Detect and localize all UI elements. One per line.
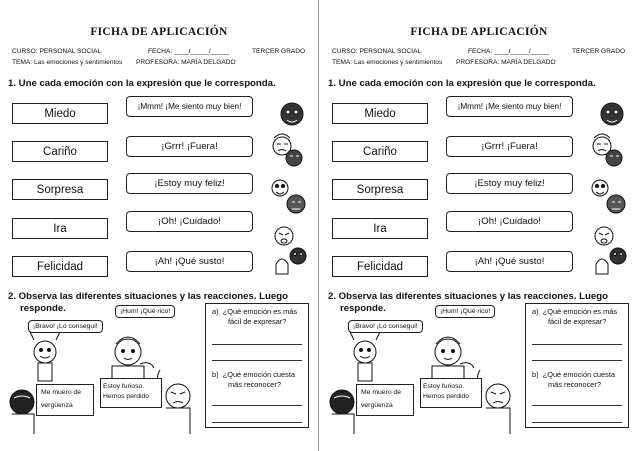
emotion-box[interactable]: Sorpresa: [332, 179, 428, 200]
box-verguenza-line1: Me muero de: [41, 389, 82, 396]
worksheet-left: [0, 0, 318, 451]
box-furioso-line2: Hemos perdido: [103, 393, 150, 400]
answer-line[interactable]: [212, 344, 302, 345]
expression-box[interactable]: ¡Grrr! ¡Fuera!: [446, 136, 573, 157]
question-a-text1: ¿Qué emoción es más: [222, 307, 298, 316]
curso-label: CURSO: PERSONAL SOCIAL: [12, 48, 102, 55]
worksheet-right: [320, 0, 638, 451]
answer-line[interactable]: [212, 360, 302, 361]
box-furioso-line1: Estoy furioso.: [103, 383, 145, 390]
expression-box[interactable]: ¡Estoy muy feliz!: [446, 173, 573, 194]
emotion-faces-illustration: [262, 96, 312, 281]
question-a: [212, 307, 308, 317]
sheet-title: FICHA DE APLICACIÓN: [90, 26, 228, 38]
box-verguenza-line2: vergüenza: [41, 402, 73, 409]
emotion-box[interactable]: Miedo: [12, 103, 108, 124]
question-2-line1: 2. Observa las diferentes situaciones y las reacciones. Luego: [8, 291, 288, 302]
expression-box[interactable]: ¡Ah! ¡Qué susto!: [126, 251, 253, 272]
expression-box[interactable]: ¡Grrr! ¡Fuera!: [126, 136, 253, 157]
question-b: [532, 370, 628, 380]
question-1: 1. Une cada emoción con la expresión que le corresponda.: [328, 78, 596, 89]
emotion-faces-illustration: [582, 96, 632, 281]
bubble-bravo: ¡Bravo! ¡Lo consegui!: [28, 320, 103, 333]
question-a-text2: fácil de expresar?: [228, 317, 287, 326]
tema-label: TEMA: Las emociones y sentimientos: [332, 59, 443, 66]
sheet-title: FICHA DE APLICACIÓN: [410, 26, 548, 38]
question-a-label: a): [212, 307, 219, 316]
question-b: [212, 370, 308, 380]
emotion-box[interactable]: Felicidad: [332, 256, 428, 277]
emotion-box[interactable]: Cariño: [12, 141, 108, 162]
question-a: [532, 307, 628, 317]
question-b-label: b): [212, 370, 219, 379]
expression-box[interactable]: ¡Oh! ¡Cuidado!: [126, 211, 253, 232]
curso-label: CURSO: PERSONAL SOCIAL: [332, 48, 422, 55]
expression-box[interactable]: ¡Mmm! ¡Me siento muy bien!: [126, 96, 253, 117]
profesora-label: PROFESORA: MARÍA DELGADO: [456, 59, 556, 66]
question-2-line2: responde.: [340, 303, 386, 314]
box-verguenza: [356, 384, 414, 416]
box-verguenza-line2: vergüenza: [361, 402, 393, 409]
emotion-box[interactable]: Sorpresa: [12, 179, 108, 200]
answer-line[interactable]: [532, 360, 622, 361]
question-2-line1: 2. Observa las diferentes situaciones y las reacciones. Luego: [328, 291, 608, 302]
expression-box[interactable]: ¡Estoy muy feliz!: [126, 173, 253, 194]
question-1: 1. Une cada emoción con la expresión que le corresponda.: [8, 78, 276, 89]
question-a-label: a): [532, 307, 539, 316]
question-b-label: b): [532, 370, 539, 379]
box-furioso: [100, 378, 162, 408]
box-furioso-line2: Hemos perdido: [423, 393, 470, 400]
box-verguenza-line1: Me muero de: [361, 389, 402, 396]
tema-label: TEMA: Las emociones y sentimientos: [12, 59, 123, 66]
answer-panel: [525, 303, 629, 428]
box-verguenza: [36, 384, 94, 416]
question-2-line2: responde.: [20, 303, 66, 314]
fecha-label: FECHA: ____/_____/_____: [148, 48, 230, 55]
fecha-label: FECHA: ____/_____/_____: [468, 48, 550, 55]
grado-label: TERCER GRADO: [252, 48, 306, 55]
bubble-hum: ¡Hum! ¡Qué rico!: [115, 305, 175, 318]
box-furioso: [420, 378, 482, 408]
question-a-text2: fácil de expresar?: [548, 317, 607, 326]
emotion-box[interactable]: Ira: [12, 218, 108, 239]
answer-line[interactable]: [212, 405, 302, 406]
answer-panel: [205, 303, 309, 428]
emotion-box[interactable]: Cariño: [332, 141, 428, 162]
emotion-box[interactable]: Felicidad: [12, 256, 108, 277]
question-b-text2: más reconocer?: [228, 380, 281, 389]
answer-line[interactable]: [212, 422, 302, 423]
question-b-text1: ¿Qué emoción cuesta: [542, 370, 615, 379]
emotion-box[interactable]: Ira: [332, 218, 428, 239]
answer-line[interactable]: [532, 405, 622, 406]
bubble-hum: ¡Hum! ¡Qué rico!: [435, 305, 495, 318]
grado-label: TERCER GRADO: [572, 48, 626, 55]
profesora-label: PROFESORA: MARÍA DELGADO: [136, 59, 236, 66]
expression-box[interactable]: ¡Ah! ¡Qué susto!: [446, 251, 573, 272]
box-furioso-line1: Estoy furioso.: [423, 383, 465, 390]
question-b-text1: ¿Qué emoción cuesta: [222, 370, 295, 379]
expression-box[interactable]: ¡Mmm! ¡Me siento muy bien!: [446, 96, 573, 117]
answer-line[interactable]: [532, 344, 622, 345]
question-b-text2: más reconocer?: [548, 380, 601, 389]
question-a-text1: ¿Qué emoción es más: [542, 307, 618, 316]
bubble-bravo: ¡Bravo! ¡Lo consegui!: [348, 320, 423, 333]
answer-line[interactable]: [532, 422, 622, 423]
expression-box[interactable]: ¡Oh! ¡Cuidado!: [446, 211, 573, 232]
emotion-box[interactable]: Miedo: [332, 103, 428, 124]
